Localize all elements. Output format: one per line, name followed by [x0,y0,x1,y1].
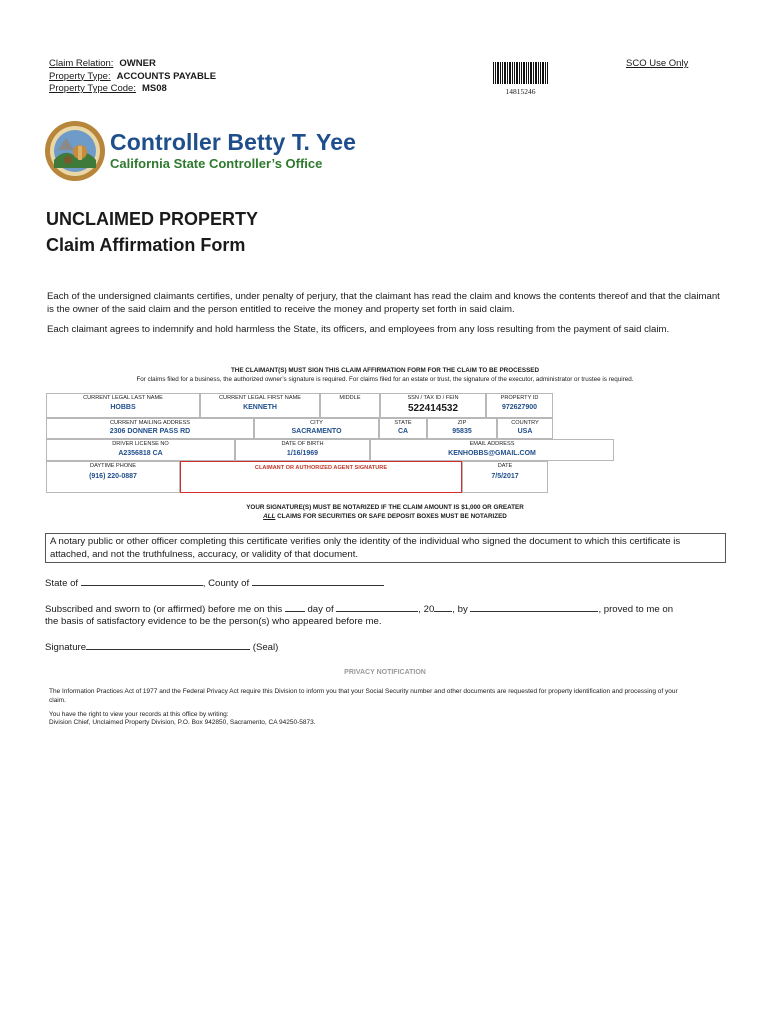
property-type-code-label: Property Type Code: [49,83,136,94]
last-name-label: CURRENT LEGAL LAST NAME [83,395,163,401]
city-value: SACRAMENTO [291,428,342,435]
state-seal-icon [44,120,106,182]
month-blank[interactable] [336,603,418,612]
country-field[interactable] [497,418,553,439]
must-sign-notice: THE CLAIMANT(S) MUST SIGN THIS CLAIM AFFIRMATION FORM FOR THE CLAIM TO BE PROCESSED [230,367,540,374]
state-blank[interactable] [81,577,203,586]
sco-use-only: SCO Use Only [626,58,689,69]
date-of-birth-field[interactable] [235,439,370,461]
country-value: USA [517,428,533,435]
driver-license-field[interactable] [46,439,235,461]
middle-name-field[interactable] [320,393,380,418]
city-label: CITY [310,420,323,426]
zip-value: 95835 [452,428,472,435]
first-name-label: CURRENT LEGAL FIRST NAME [219,395,301,401]
county-of-label: , County of [202,578,250,589]
privacy-paragraph: The Information Practices Act of 1977 and the Federal Privacy Act require this Division to inform you that your Social Security number and other documents are requested for property identification and processing of your claim. [49,688,678,704]
date-label: DATE [497,463,513,469]
year-blank[interactable] [434,603,452,612]
first-name-field[interactable] [200,393,320,418]
ssn-value: 522414532 [407,403,459,414]
email-field[interactable] [370,439,614,461]
state-field[interactable] [379,418,427,439]
notary-signature-label: Signature [45,642,87,653]
logo-subtitle: California State Controller’s Office [110,156,323,171]
satisfactory-evidence-text: the basis of satisfactory evidence to be the person(s) who appeared before me. [45,616,382,627]
signature-field[interactable] [180,461,462,493]
logo-title: Controller Betty T. Yee [110,129,357,155]
notary-signature-line [45,641,278,653]
date-of-birth-value: 1/16/1969 [286,450,319,457]
proved-text: , proved to me on [598,604,674,615]
email-label: EMAIL ADDRESS [469,441,515,447]
securities-notice-text: CLAIMS FOR SECURITIES OR SAFE DEPOSIT BOXES MUST BE NOTARIZED [275,513,507,520]
email-value: KENHOBBS@GMAIL.COM [448,450,536,457]
notary-signature-blank[interactable] [86,641,250,650]
ssn-field[interactable] [380,393,486,418]
privacy-rights: You have the right to view your records at this office by writing: [49,711,229,718]
zip-field[interactable] [427,418,497,439]
daytime-phone-label: DAYTIME PHONE [90,463,136,469]
indemnify-paragraph: Each claimant agrees to indemnify and hold harmless the State, its officers, and employees from any loss resulting from the payment of said claim. [47,324,670,335]
securities-notice [0,513,770,520]
daytime-phone-field[interactable] [46,461,180,493]
mailing-address-field[interactable] [46,418,254,439]
mailing-address-label: CURRENT MAILING ADDRESS [109,420,191,426]
driver-license-label: DRIVER LICENSE NO [112,441,169,447]
property-type-code-value: MS08 [141,83,167,94]
country-label: COUNTRY [511,420,539,426]
all-emphasis: ALL [263,513,276,520]
claim-relation-label: Claim Relation: [49,58,114,69]
property-type-value: ACCOUNTS PAYABLE [116,70,217,82]
middle-label: MIDDLE [339,395,361,401]
notary-disclaimer-box: A notary public or other officer completing this certificate verifies only the identity of the individual who signed the document to which this certificate is attached, and not the truthfulness, accuracy, or validity of that document. [45,533,726,563]
by-label: , by [452,604,468,615]
state-of-label: State of [45,578,79,589]
claim-meta [49,58,216,96]
county-blank[interactable] [252,577,384,586]
year-prefix: , 20 [418,604,435,615]
first-name-value: KENNETH [243,404,277,411]
subscribed-line [45,603,673,615]
day-of-label: day of [307,604,334,615]
last-name-value: HOBBS [110,404,136,411]
last-name-field[interactable] [46,393,200,418]
form-title-line2: Claim Affirmation Form [46,235,246,255]
property-type-label: Property Type: [49,70,111,82]
state-value: CA [397,428,409,435]
notarize-notice: YOUR SIGNATURE(S) MUST BE NOTARIZED IF THE CLAIM AMOUNT IS $1,000 OR GREATER [246,504,524,511]
property-id-value: 972627900 [501,404,538,411]
date-field[interactable] [462,461,548,493]
form-title-line1: UNCLAIMED PROPERTY [46,209,259,229]
zip-label: ZIP [457,420,467,426]
business-notice: For claims filed for a business, the authorized owner’s signature is required. For claims filed for an estate or trust, the signature of the executor, administrator or trustee is required. [136,376,634,383]
privacy-address: Division Chief, Unclaimed Property Division, P.O. Box 942850, Sacramento, CA 94250-5873. [49,719,316,726]
ssn-label: SSN / TAX ID / FEIN [407,395,459,401]
subscribed-text: Subscribed and sworn to (or affirmed) before me on this [45,604,283,615]
date-of-birth-label: DATE OF BIRTH [281,441,324,447]
state-label: STATE [394,420,412,426]
mailing-address-value: 2306 DONNER PASS RD [109,428,191,435]
day-blank[interactable] [285,603,305,612]
certification-paragraph: Each of the undersigned claimants certifies, under penalty of perjury, that the claimant has read the claim and knows the contents thereof and that the claimant is the owner of the said claim and the person entitled to receive the money and property set forth in said claim. [47,291,720,315]
privacy-heading: PRIVACY NOTIFICATION [344,669,426,676]
date-value: 7/5/2017 [491,473,519,480]
state-county-line [45,577,384,589]
property-id-label: PROPERTY ID [500,395,539,401]
claim-relation-value: OWNER [119,58,156,69]
seal-label: (Seal) [252,642,279,653]
daytime-phone-value: (916) 220-0887 [89,473,137,480]
name-blank[interactable] [470,603,598,612]
signature-label: CLAIMANT OR AUTHORIZED AGENT SIGNATURE [254,465,388,471]
property-id-field[interactable] [486,393,553,418]
city-field[interactable] [254,418,379,439]
barcode [493,62,548,84]
driver-license-value: A2356818 CA [118,450,163,457]
barcode-number: 14815246 [505,87,536,96]
